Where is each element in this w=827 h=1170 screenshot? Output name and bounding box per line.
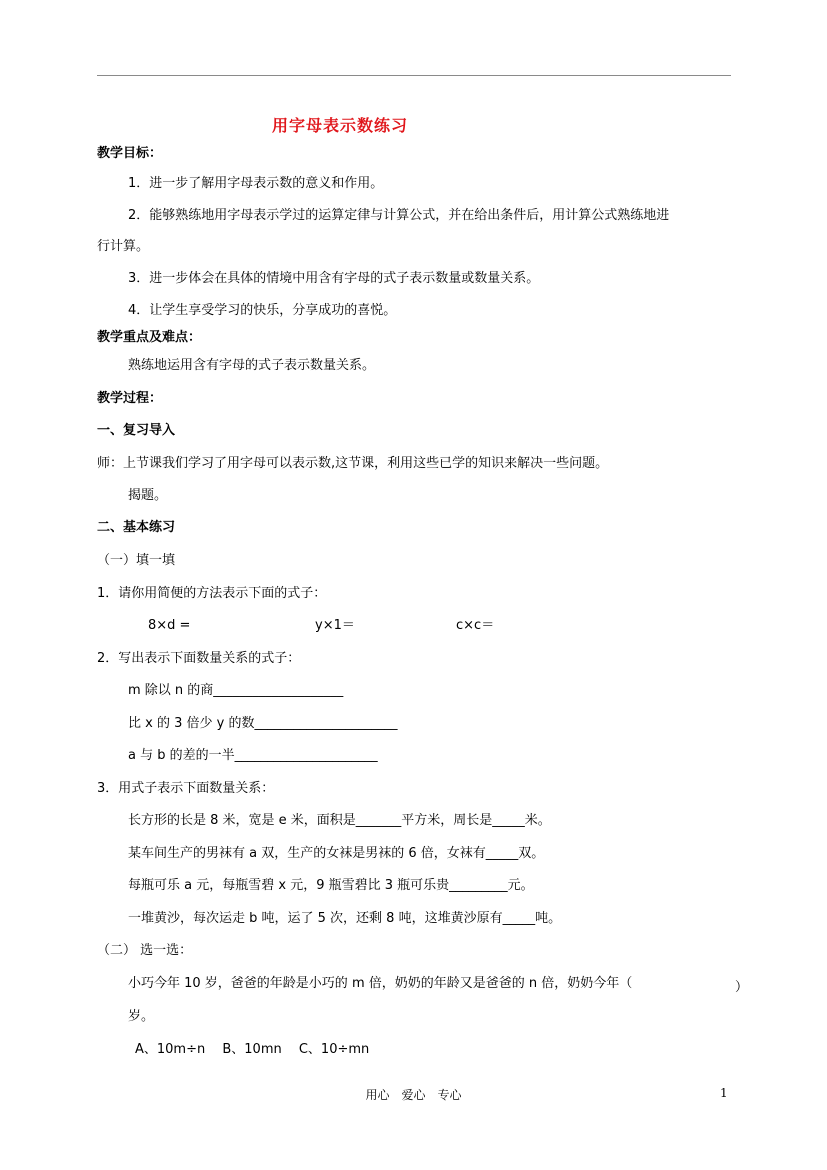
choice-question-tail: 岁。 [128,1009,155,1024]
q1-item-2: y×1＝ [315,618,355,633]
objective-item-1: 1．进一步了解用字母表示数的意义和作用。 [128,176,384,191]
part1-label: （一）填一填 [97,553,176,568]
q2-item-2: 比 x 的 3 倍少 y 的数______________________ [128,716,398,731]
part2-label: （二） 选一选： [97,943,193,958]
q1-item-3: c×c＝ [456,618,495,633]
section2-heading: 二、基本练习 [97,520,176,535]
q2-text: 2．写出表示下面数量关系的式子： [97,651,301,666]
objective-item-3: 3．进一步体会在具体的情境中用含有字母的式子表示数量或数量关系。 [128,271,540,286]
objective-item-2: 2．能够熟练地用字母表示学过的运算定律与计算公式，并在给出条件后，用计算公式熟练地进 [128,208,670,223]
q2-item-1: m 除以 n 的商____________________ [128,683,344,698]
page-number: 1 [720,1086,728,1100]
q1-item-1: 8×d = [148,618,191,633]
footer-text: 用心 爱心 专心 [365,1088,462,1102]
section1-heading: 一、复习导入 [97,423,176,438]
objective-item-4: 4．让学生享受学习的快乐，分享成功的喜悦。 [128,303,397,318]
choice-question: 小巧今年 10 岁，爸爸的年龄是小巧的 m 倍，奶奶的年龄又是爸爸的 n 倍，奶奶今年（ [128,976,633,991]
section1-line-2: 揭题。 [128,488,168,503]
q3-item-4: 一堆黄沙，每次运走 b 吨，运了 5 次，还剩 8 吨，这堆黄沙原有_____吨。 [128,911,562,926]
process-heading: 教学过程： [97,391,163,406]
q3-item-1: 长方形的长是 8 米，宽是 e 米，面积是_______平方米，周长是_____米。 [128,813,551,828]
header-rule [97,75,731,76]
q1-text: 1．请你用简便的方法表示下面的式子： [97,586,327,601]
q3-item-2: 某车间生产的男袜有 a 双，生产的女袜是男袜的 6 倍，女袜有_____双。 [128,846,545,861]
choice-question-paren: ） [735,980,749,995]
choice-options: A、10m÷n B、10mn C、10÷mn [135,1042,370,1057]
q3-text: 3．用式子表示下面数量关系： [97,781,275,796]
q3-item-3: 每瓶可乐 a 元，每瓶雪碧 x 元，9 瓶雪碧比 3 瓶可乐贵_________元。 [128,878,534,893]
keypoints-text: 熟练地运用含有字母的式子表示数量关系。 [128,358,376,373]
q2-item-3: a 与 b 的差的一半______________________ [128,748,378,763]
objective-item-2-continued: 行计算。 [97,239,150,254]
keypoints-heading: 教学重点及难点： [97,330,202,345]
objectives-heading: 教学目标： [97,146,163,161]
section1-line-1: 师：上节课我们学习了用字母可以表示数,这节课，利用这些已学的知识来解决一些问题。 [97,456,609,471]
page-title: 用字母表示数练习 [272,116,409,135]
